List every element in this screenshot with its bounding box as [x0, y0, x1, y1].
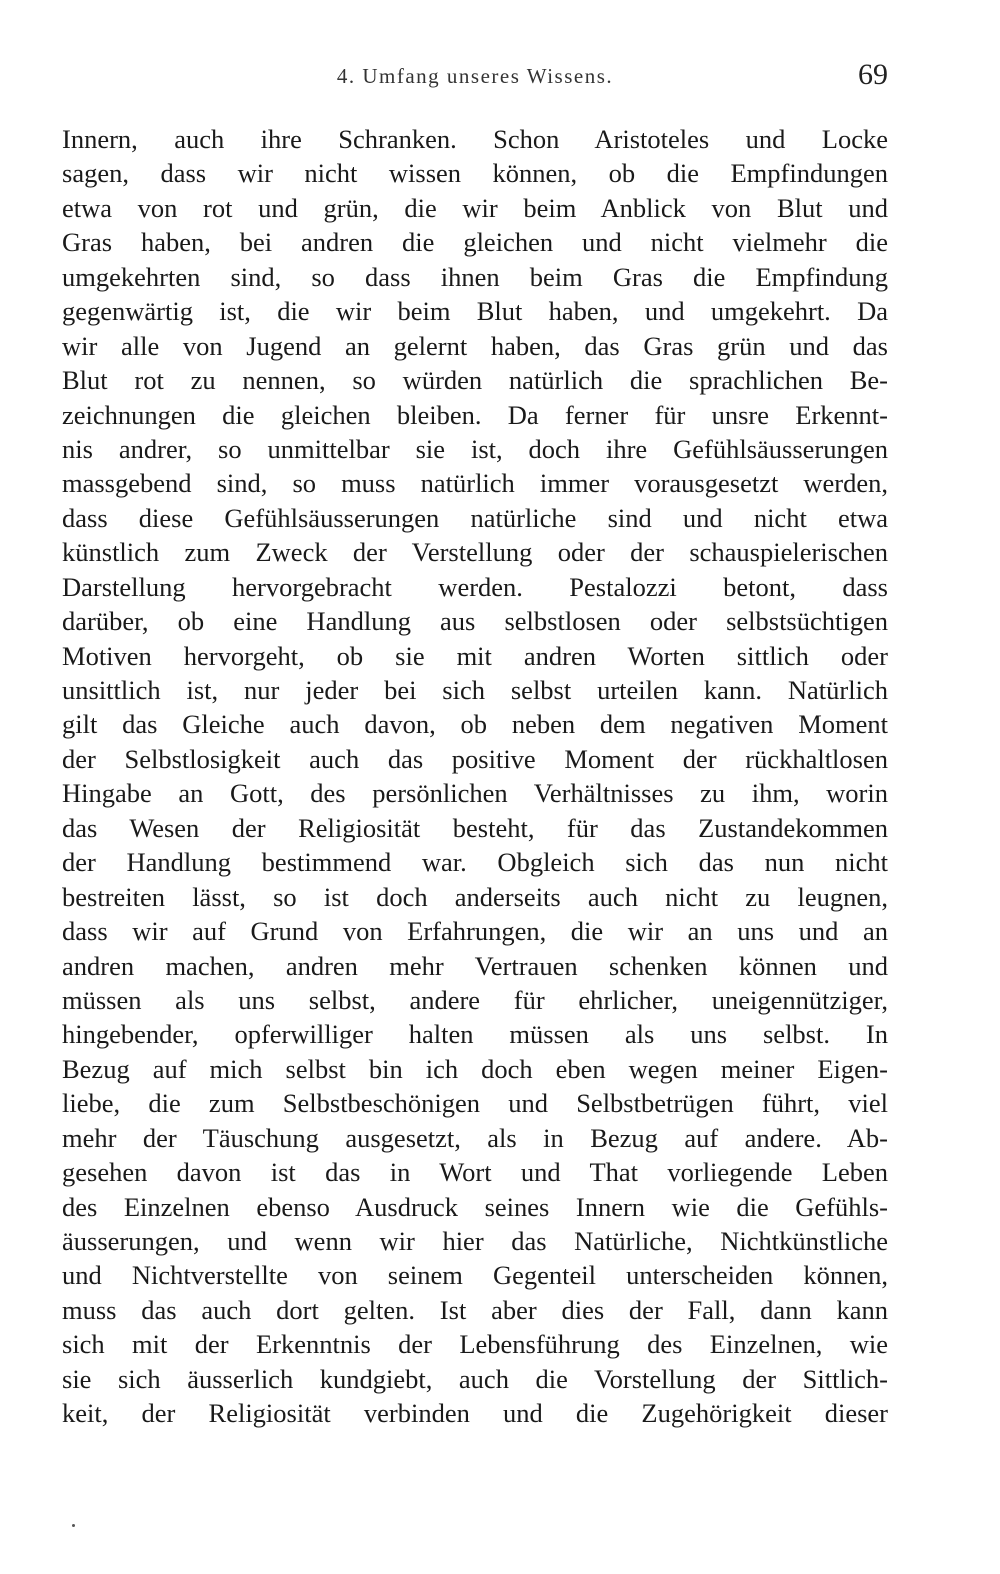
text-line: Blut rot zu nennen, so würden natürlich die sprachlichen Be-: [62, 365, 888, 396]
text-line: äusserungen, und wenn wir hier das Natürliche, Nichtkünstliche: [62, 1226, 888, 1256]
text-line: künstlich zum Zweck der Verstellung oder der schauspielerischen: [62, 537, 888, 568]
text-line: des Einzelnen ebenso Ausdruck seines Innern wie die Gefühls-: [62, 1191, 888, 1222]
text-line: gilt das Gleiche auch davon, ob neben dem negativen Moment: [62, 709, 888, 740]
page-number: 69: [858, 58, 888, 91]
text-line: sich mit der Erkenntnis der Lebensführung des Einzelnen, wie: [62, 1329, 888, 1360]
text-line: Darstellung hervorgebracht werden. Pestalozzi betont, dass: [62, 571, 888, 602]
text-line: massgebend sind, so muss natürlich immer vorausgesetzt werden,: [62, 468, 888, 499]
text-line: das Wesen der Religiosität besteht, für das Zustandekommen: [62, 812, 888, 843]
text-line: Gras haben, bei andren die gleichen und nicht vielmehr die: [62, 227, 888, 258]
text-line: keit, der Religiosität verbinden und die Zugehörigkeit dieser: [62, 1398, 888, 1429]
text-line: hingebender, opferwilliger halten müssen als uns selbst. In: [62, 1019, 888, 1050]
text-line: unsittlich ist, nur jeder bei sich selbst urteilen kann. Natürlich: [62, 675, 888, 705]
text-line: gesehen davon ist das in Wort und That vorliegende Leben: [62, 1157, 888, 1188]
text-line: dass diese Gefühlsäusserungen natürliche sind und nicht etwa: [62, 502, 888, 533]
text-line: mehr der Täuschung ausgesetzt, als in Bezug auf andere. Ab-: [62, 1122, 888, 1153]
print-speck: [72, 1524, 75, 1527]
text-line: bestreiten lässt, so ist doch anderseits auch nicht zu leugnen,: [62, 881, 888, 912]
text-line: zeichnungen die gleichen bleiben. Da ferner für unsre Erkennt-: [62, 399, 888, 430]
text-line: der Selbstlosigkeit auch das positive Moment der rückhaltlosen: [62, 743, 888, 774]
body-text: [62, 122, 888, 1431]
text-line: der Handlung bestimmend war. Obgleich sich das nun nicht: [62, 847, 888, 878]
text-line: Hingabe an Gott, des persönlichen Verhältnisses zu ihm, worin: [62, 778, 888, 809]
running-head: [62, 58, 888, 98]
text-line: liebe, die zum Selbstbeschönigen und Selbstbetrügen führt, viel: [62, 1088, 888, 1119]
text-line: wir alle von Jugend an gelernt haben, das Gras grün und das: [62, 330, 888, 361]
text-line: Bezug auf mich selbst bin ich doch eben wegen meiner Eigen-: [62, 1053, 888, 1084]
running-title: 4. Umfang unseres Wissens.: [336, 64, 614, 88]
text-line: dass wir auf Grund von Erfahrungen, die wir an uns und an: [62, 916, 888, 947]
text-line: andren machen, andren mehr Vertrauen schenken können und: [62, 950, 888, 981]
text-line: nis andrer, so unmittelbar sie ist, doch ihre Gefühlsäusserungen: [62, 433, 888, 464]
text-line: und Nichtverstellte von seinem Gegenteil unterscheiden können,: [62, 1260, 888, 1291]
text-line: etwa von rot und grün, die wir beim Anblick von Blut und: [62, 192, 888, 223]
text-line: Motiven hervorgeht, ob sie mit andren Worten sittlich oder: [62, 640, 888, 671]
text-line: umgekehrten sind, so dass ihnen beim Gras die Empfindung: [62, 261, 888, 292]
text-line: darüber, ob eine Handlung aus selbstlosen oder selbstsüchtigen: [62, 606, 888, 637]
text-line: muss das auch dort gelten. Ist aber dies der Fall, dann kann: [62, 1294, 888, 1325]
text-line: Innern, auch ihre Schranken. Schon Aristoteles und Locke: [62, 124, 888, 154]
text-line: müssen als uns selbst, andere für ehrlicher, uneigennütziger,: [62, 984, 888, 1015]
text-line: sagen, dass wir nicht wissen können, ob die Empfindungen: [62, 158, 888, 189]
text-line: gegenwärtig ist, die wir beim Blut haben, und umgekehrt. Da: [62, 296, 888, 327]
text-line: sie sich äusserlich kundgiebt, auch die Vorstellung der Sittlich-: [62, 1363, 888, 1394]
